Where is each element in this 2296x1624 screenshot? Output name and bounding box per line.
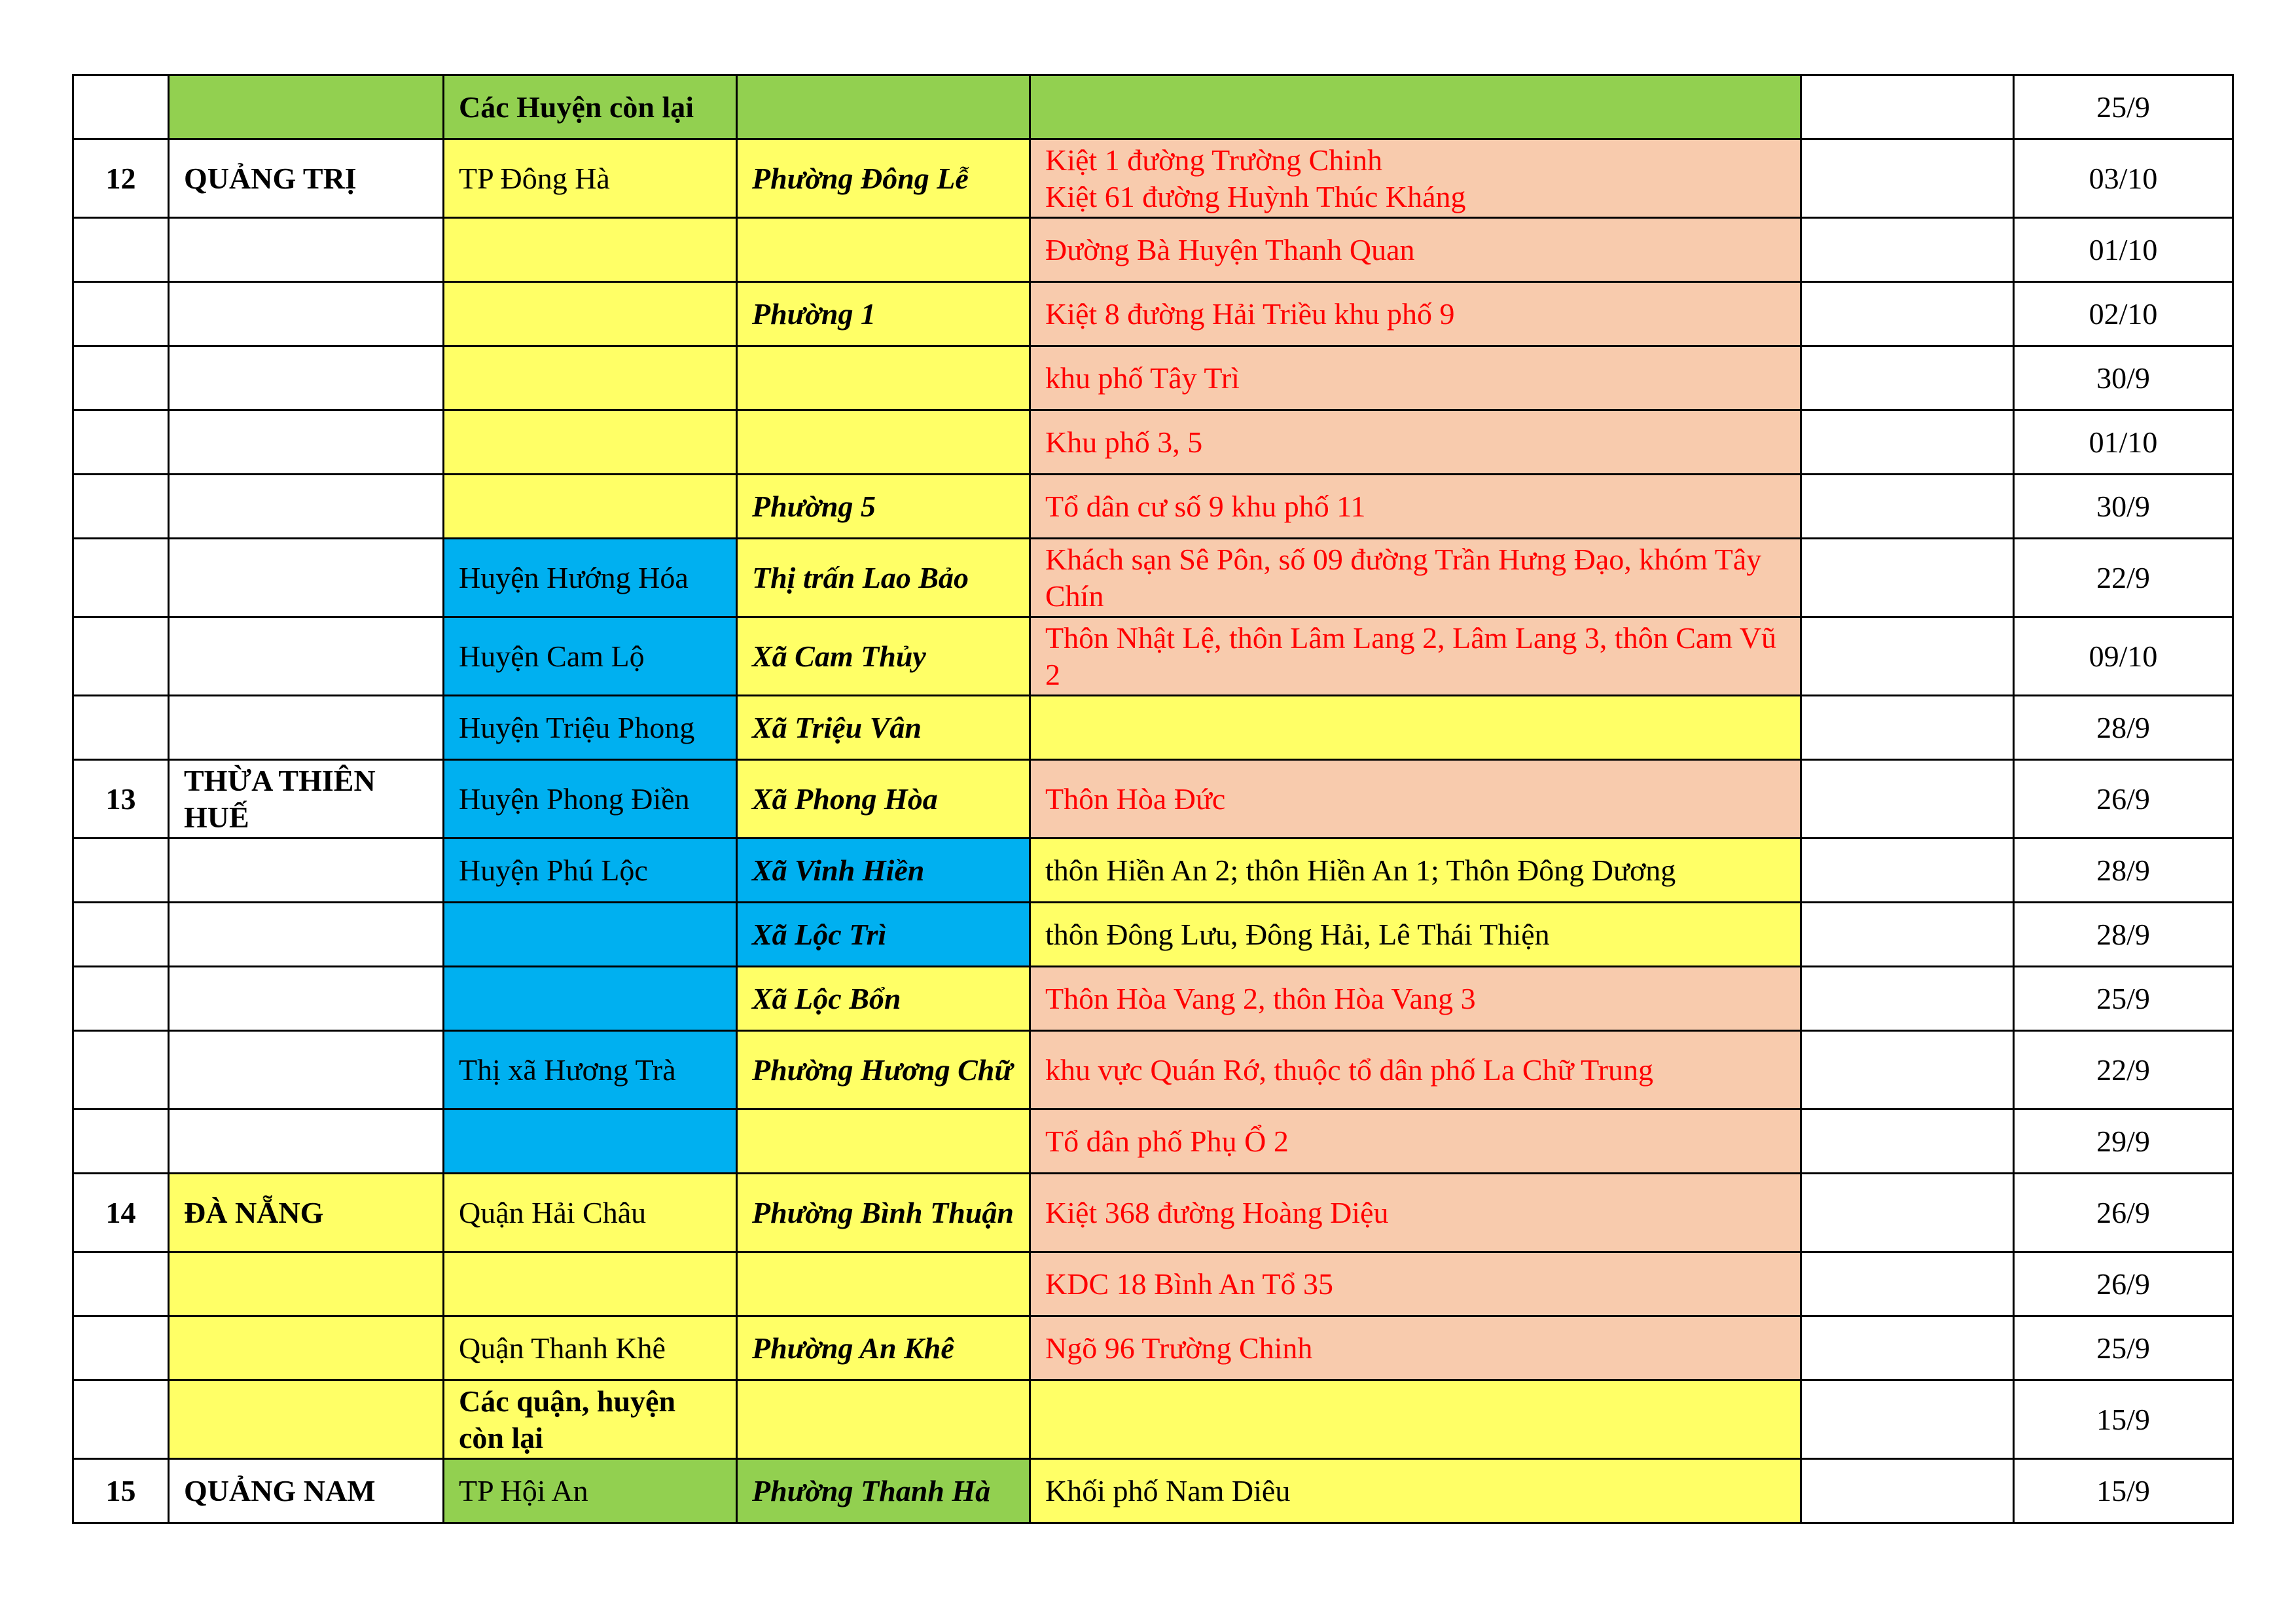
cell-number-text: 13 — [105, 782, 136, 816]
cell-district — [444, 75, 737, 139]
cell-date-text: 30/9 — [2096, 361, 2150, 395]
cell-date-text: 03/10 — [2089, 161, 2158, 195]
cell-date — [2014, 760, 2233, 839]
cell-district-text: Quận Thanh Khê — [459, 1331, 666, 1365]
cell-date — [2014, 617, 2233, 696]
cell-number — [73, 967, 169, 1031]
table-row — [73, 760, 2233, 839]
cell-number — [73, 410, 169, 475]
cell-empty — [1801, 475, 2014, 539]
cell-number — [73, 760, 169, 839]
cell-area-text: Ngõ 96 Trường Chinh — [1045, 1331, 1313, 1365]
cell-area-text: Kiệt 8 đường Hải Triều khu phố 9 — [1045, 297, 1455, 331]
cell-district-text: Các quận, huyện còn lại — [459, 1384, 676, 1454]
cell-date-text: 25/9 — [2096, 90, 2150, 124]
table-row — [73, 967, 2233, 1031]
cell-ward — [737, 1174, 1030, 1252]
cell-ward-text: Xã Vinh Hiền — [752, 853, 925, 887]
cell-empty — [1801, 1031, 2014, 1110]
cell-district-text: Huyện Phong Điền — [459, 782, 690, 816]
cell-area-text: Khách sạn Sê Pôn, số 09 đường Trần Hưng Đạo, khóm Tây Chín — [1045, 543, 1762, 613]
cell-ward — [737, 282, 1030, 346]
cell-province — [169, 696, 444, 760]
cell-area — [1030, 1110, 1801, 1174]
cell-area — [1030, 282, 1801, 346]
cell-province — [169, 1252, 444, 1316]
cell-ward-text: Phường 5 — [752, 489, 876, 523]
table-row — [73, 1380, 2233, 1459]
cell-province — [169, 1174, 444, 1252]
cell-area — [1030, 967, 1801, 1031]
cell-district — [444, 1459, 737, 1523]
cell-area-text: Đường Bà Huyện Thanh Quan — [1045, 232, 1415, 266]
cell-area — [1030, 839, 1801, 903]
cell-date — [2014, 1380, 2233, 1459]
cell-area — [1030, 696, 1801, 760]
table-row — [73, 346, 2233, 410]
table-row — [73, 410, 2233, 475]
cell-district — [444, 839, 737, 903]
cell-ward — [737, 346, 1030, 410]
cell-ward-text: Phường Thanh Hà — [752, 1473, 991, 1507]
cell-area-text: Tổ dân cư số 9 khu phố 11 — [1045, 489, 1366, 523]
table-row — [73, 1174, 2233, 1252]
cell-date — [2014, 1459, 2233, 1523]
cell-empty — [1801, 839, 2014, 903]
cell-ward-text: Phường 1 — [752, 297, 876, 331]
cell-province-text: THỪA THIÊN HUẾ — [184, 764, 376, 834]
cell-number — [73, 346, 169, 410]
cell-empty — [1801, 1110, 2014, 1174]
cell-province — [169, 282, 444, 346]
cell-province — [169, 1459, 444, 1523]
cell-date-text: 29/9 — [2096, 1124, 2150, 1158]
cell-area — [1030, 410, 1801, 475]
cell-number — [73, 139, 169, 218]
cell-district — [444, 475, 737, 539]
cell-empty — [1801, 1316, 2014, 1380]
cell-number — [73, 1459, 169, 1523]
cell-empty — [1801, 696, 2014, 760]
cell-number — [73, 1174, 169, 1252]
cell-province — [169, 1380, 444, 1459]
cell-date-text: 28/9 — [2096, 917, 2150, 951]
cell-ward — [737, 903, 1030, 967]
cell-area — [1030, 1031, 1801, 1110]
cell-district — [444, 696, 737, 760]
cell-area — [1030, 75, 1801, 139]
cell-date — [2014, 539, 2233, 617]
table-row — [73, 1459, 2233, 1523]
cell-ward — [737, 839, 1030, 903]
cell-empty — [1801, 1174, 2014, 1252]
cell-number — [73, 903, 169, 967]
cell-ward-text: Phường Bình Thuận — [752, 1195, 1014, 1229]
cell-district — [444, 1110, 737, 1174]
cell-empty — [1801, 967, 2014, 1031]
cell-empty — [1801, 760, 2014, 839]
cell-area — [1030, 760, 1801, 839]
cell-date-text: 25/9 — [2096, 1331, 2150, 1365]
table-row — [73, 1316, 2233, 1380]
cell-area — [1030, 139, 1801, 218]
cell-district — [444, 617, 737, 696]
cell-ward-text: Phường Hương Chữ — [752, 1053, 1013, 1087]
cell-area-text: Thôn Hòa Đức — [1045, 782, 1226, 816]
cell-date-text: 01/10 — [2089, 232, 2158, 266]
cell-date-text: 22/9 — [2096, 1053, 2150, 1087]
cell-district — [444, 1031, 737, 1110]
cell-ward-text: Xã Triệu Vân — [752, 710, 922, 744]
cell-district-text: Quận Hải Châu — [459, 1195, 647, 1229]
cell-ward — [737, 139, 1030, 218]
cell-ward — [737, 475, 1030, 539]
cell-empty — [1801, 282, 2014, 346]
cell-date — [2014, 967, 2233, 1031]
cell-area — [1030, 617, 1801, 696]
cell-date — [2014, 346, 2233, 410]
cell-district — [444, 1316, 737, 1380]
table-row — [73, 139, 2233, 218]
cell-ward — [737, 1380, 1030, 1459]
cell-date — [2014, 1110, 2233, 1174]
table-row — [73, 617, 2233, 696]
table-row — [73, 1252, 2233, 1316]
cell-empty — [1801, 617, 2014, 696]
table-row — [73, 696, 2233, 760]
cell-district-text: Huyện Hướng Hóa — [459, 560, 689, 594]
cell-province — [169, 218, 444, 282]
cell-district — [444, 539, 737, 617]
cell-empty — [1801, 218, 2014, 282]
cell-district-text: Các Huyện còn lại — [459, 90, 694, 124]
cell-district-text: Huyện Phú Lộc — [459, 853, 648, 887]
table-row — [73, 1110, 2233, 1174]
cell-empty — [1801, 1459, 2014, 1523]
cell-date-text: 15/9 — [2096, 1402, 2150, 1436]
cell-province — [169, 75, 444, 139]
cell-number-text: 12 — [105, 161, 136, 195]
cell-date-text: 26/9 — [2096, 782, 2150, 816]
outbreak-area-table — [72, 74, 2234, 1524]
table-row — [73, 75, 2233, 139]
table-row — [73, 839, 2233, 903]
cell-ward — [737, 617, 1030, 696]
cell-number — [73, 539, 169, 617]
cell-province — [169, 410, 444, 475]
cell-ward-text: Xã Phong Hòa — [752, 782, 938, 816]
cell-ward — [737, 75, 1030, 139]
cell-number — [73, 1252, 169, 1316]
cell-province — [169, 346, 444, 410]
cell-province — [169, 1316, 444, 1380]
cell-empty — [1801, 346, 2014, 410]
cell-date-text: 26/9 — [2096, 1267, 2150, 1301]
cell-date — [2014, 1031, 2233, 1110]
cell-empty — [1801, 75, 2014, 139]
cell-area — [1030, 346, 1801, 410]
cell-province — [169, 760, 444, 839]
cell-area-text: Tổ dân phố Phụ Ổ 2 — [1045, 1124, 1289, 1158]
cell-date — [2014, 218, 2233, 282]
cell-ward-text: Phường Đông Lễ — [752, 161, 969, 195]
cell-date — [2014, 1174, 2233, 1252]
cell-province — [169, 903, 444, 967]
cell-ward — [737, 1252, 1030, 1316]
cell-date-text: 01/10 — [2089, 425, 2158, 459]
cell-date — [2014, 903, 2233, 967]
cell-number — [73, 475, 169, 539]
cell-area — [1030, 903, 1801, 967]
cell-area — [1030, 1380, 1801, 1459]
cell-number — [73, 282, 169, 346]
cell-date — [2014, 282, 2233, 346]
cell-empty — [1801, 139, 2014, 218]
cell-number — [73, 696, 169, 760]
cell-date-text: 26/9 — [2096, 1195, 2150, 1229]
cell-date-text: 25/9 — [2096, 981, 2150, 1015]
cell-number-text: 15 — [105, 1473, 136, 1507]
cell-province — [169, 1031, 444, 1110]
cell-district-text: Thị xã Hương Trà — [459, 1053, 676, 1087]
cell-area-text: Khu phố 3, 5 — [1045, 425, 1203, 459]
cell-ward — [737, 410, 1030, 475]
cell-district — [444, 1380, 737, 1459]
cell-district — [444, 903, 737, 967]
cell-area — [1030, 1459, 1801, 1523]
cell-area — [1030, 218, 1801, 282]
table-row — [73, 903, 2233, 967]
cell-number — [73, 75, 169, 139]
cell-date-text: 09/10 — [2089, 639, 2158, 673]
cell-ward — [737, 1316, 1030, 1380]
cell-district-text: Huyện Triệu Phong — [459, 710, 695, 744]
cell-district — [444, 967, 737, 1031]
cell-number-text: 14 — [105, 1195, 136, 1229]
cell-date-text: 15/9 — [2096, 1473, 2150, 1507]
cell-area-text: Kiệt 1 đường Trường Chinh Kiệt 61 đường Huỳnh Thúc Kháng — [1045, 143, 1466, 213]
cell-district — [444, 346, 737, 410]
cell-number — [73, 218, 169, 282]
cell-area — [1030, 1316, 1801, 1380]
cell-district-text: TP Hội An — [459, 1473, 588, 1507]
cell-district — [444, 1252, 737, 1316]
cell-ward — [737, 218, 1030, 282]
table-row — [73, 1031, 2233, 1110]
cell-district-text: Huyện Cam Lộ — [459, 639, 645, 673]
table-row — [73, 539, 2233, 617]
cell-ward — [737, 1110, 1030, 1174]
cell-date-text: 02/10 — [2089, 297, 2158, 331]
cell-ward — [737, 1459, 1030, 1523]
cell-area-text: Thôn Nhật Lệ, thôn Lâm Lang 2, Lâm Lang 3, thôn Cam Vũ 2 — [1045, 621, 1776, 691]
cell-area-text: khu phố Tây Trì — [1045, 361, 1240, 395]
table-body — [73, 75, 2233, 1523]
cell-province — [169, 475, 444, 539]
cell-empty — [1801, 1252, 2014, 1316]
cell-area-text: thôn Đông Lưu, Đông Hải, Lê Thái Thiện — [1045, 917, 1550, 951]
cell-date — [2014, 1316, 2233, 1380]
cell-empty — [1801, 410, 2014, 475]
cell-date — [2014, 839, 2233, 903]
cell-area — [1030, 539, 1801, 617]
table-row — [73, 282, 2233, 346]
cell-ward-text: Xã Lộc Bổn — [752, 981, 901, 1015]
cell-ward-text: Xã Lộc Trì — [752, 917, 887, 951]
cell-district-text: TP Đông Hà — [459, 161, 610, 195]
cell-number — [73, 1110, 169, 1174]
cell-district — [444, 410, 737, 475]
cell-district — [444, 218, 737, 282]
cell-area-text: Khối phố Nam Diêu — [1045, 1473, 1291, 1507]
cell-date-text: 28/9 — [2096, 710, 2150, 744]
cell-date — [2014, 410, 2233, 475]
cell-ward — [737, 967, 1030, 1031]
cell-district — [444, 282, 737, 346]
cell-area-text: thôn Hiền An 2; thôn Hiền An 1; Thôn Đông Dương — [1045, 853, 1676, 887]
cell-province-text: ĐÀ NẴNG — [184, 1195, 324, 1229]
cell-number — [73, 839, 169, 903]
cell-date-text: 30/9 — [2096, 489, 2150, 523]
cell-date — [2014, 75, 2233, 139]
cell-date-text: 22/9 — [2096, 560, 2150, 594]
table-row — [73, 218, 2233, 282]
cell-empty — [1801, 903, 2014, 967]
cell-province — [169, 1110, 444, 1174]
cell-province-text: QUẢNG NAM — [184, 1473, 376, 1507]
cell-ward-text: Xã Cam Thủy — [752, 639, 926, 673]
cell-area-text: KDC 18 Bình An Tổ 35 — [1045, 1267, 1334, 1301]
cell-province — [169, 967, 444, 1031]
cell-date — [2014, 475, 2233, 539]
table-row — [73, 475, 2233, 539]
cell-province-text: QUẢNG TRỊ — [184, 161, 357, 195]
cell-number — [73, 1316, 169, 1380]
cell-ward — [737, 696, 1030, 760]
cell-district — [444, 1174, 737, 1252]
cell-area-text: khu vực Quán Rớ, thuộc tổ dân phố La Chữ Trung — [1045, 1053, 1653, 1087]
cell-number — [73, 617, 169, 696]
cell-area — [1030, 1252, 1801, 1316]
cell-province — [169, 539, 444, 617]
cell-ward — [737, 539, 1030, 617]
cell-date — [2014, 696, 2233, 760]
cell-province — [169, 839, 444, 903]
cell-area-text: Kiệt 368 đường Hoàng Diệu — [1045, 1195, 1389, 1229]
cell-ward-text: Phường An Khê — [752, 1331, 954, 1365]
cell-date-text: 28/9 — [2096, 853, 2150, 887]
cell-ward — [737, 760, 1030, 839]
cell-empty — [1801, 539, 2014, 617]
cell-ward — [737, 1031, 1030, 1110]
cell-area — [1030, 475, 1801, 539]
cell-area — [1030, 1174, 1801, 1252]
cell-number — [73, 1380, 169, 1459]
cell-province — [169, 617, 444, 696]
cell-empty — [1801, 1380, 2014, 1459]
cell-date — [2014, 1252, 2233, 1316]
cell-province — [169, 139, 444, 218]
cell-number — [73, 1031, 169, 1110]
cell-district — [444, 139, 737, 218]
cell-date — [2014, 139, 2233, 218]
cell-district — [444, 760, 737, 839]
cell-area-text: Thôn Hòa Vang 2, thôn Hòa Vang 3 — [1045, 981, 1476, 1015]
cell-ward-text: Thị trấn Lao Bảo — [752, 560, 969, 594]
